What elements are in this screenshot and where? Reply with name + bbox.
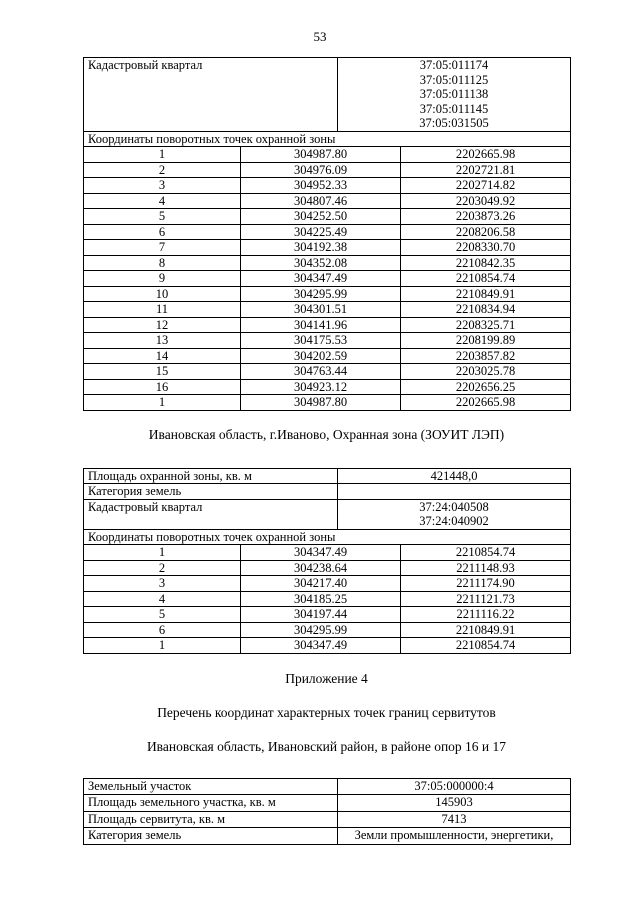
field-label: Земельный участок — [84, 778, 338, 795]
field-label: Площадь земельного участка, кв. м — [84, 795, 338, 812]
point-number: 5 — [84, 607, 241, 623]
point-number: 1 — [84, 545, 241, 561]
zone-area-value: 421448,0 — [338, 468, 571, 484]
point-number: 4 — [84, 193, 241, 209]
coord-x: 304185.25 — [241, 591, 401, 607]
coord-row — [84, 178, 571, 194]
table-row — [84, 58, 571, 132]
coord-row — [84, 240, 571, 256]
coord-y: 2210834.94 — [401, 302, 571, 318]
point-number: 8 — [84, 255, 241, 271]
coord-row — [84, 395, 571, 411]
coord-row — [84, 286, 571, 302]
point-number: 3 — [84, 576, 241, 592]
point-number: 6 — [84, 622, 241, 638]
cadastral-quarter-values — [338, 58, 571, 132]
page-number: 53 — [313, 29, 327, 44]
coord-row — [84, 364, 571, 380]
coord-y: 2203873.26 — [401, 209, 571, 225]
coord-row — [84, 147, 571, 163]
coord-y: 2210842.35 — [401, 255, 571, 271]
coord-x: 304347.49 — [241, 638, 401, 654]
point-number: 14 — [84, 348, 241, 364]
coord-row — [84, 333, 571, 349]
coord-y: 2208325.71 — [401, 317, 571, 333]
coord-row — [84, 193, 571, 209]
coord-y: 2202714.82 — [401, 178, 571, 194]
page-content — [83, 57, 570, 845]
coord-y: 2210854.74 — [401, 271, 571, 287]
coord-x: 304217.40 — [241, 576, 401, 592]
coord-x: 304238.64 — [241, 560, 401, 576]
point-number: 3 — [84, 178, 241, 194]
field-value: Земли промышленности, энергетики, — [338, 828, 571, 845]
point-number: 15 — [84, 364, 241, 380]
cadastral-quarter-value: 37:05:031505 — [419, 116, 489, 130]
coord-x: 304202.59 — [241, 348, 401, 364]
coords-rows-2 — [84, 545, 571, 654]
point-number: 5 — [84, 209, 241, 225]
coord-x: 304301.51 — [241, 302, 401, 318]
servitude-rows — [84, 778, 571, 844]
point-number: 6 — [84, 224, 241, 240]
coord-x: 304197.44 — [241, 607, 401, 623]
servitude-table — [83, 778, 571, 845]
coord-y: 2211148.93 — [401, 560, 571, 576]
cadastral-quarter-value: 37:05:011145 — [419, 101, 489, 116]
coord-x: 304175.53 — [241, 333, 401, 349]
table-row — [84, 778, 571, 795]
coord-x: 304352.08 — [241, 255, 401, 271]
zone-area-label: Площадь охранной зоны, кв. м — [84, 468, 338, 484]
coord-row — [84, 379, 571, 395]
table-row — [84, 499, 571, 529]
coords-rows-1 — [84, 147, 571, 411]
cadastral-quarter-label: Кадастровый квартал — [84, 58, 338, 132]
coord-row — [84, 576, 571, 592]
point-number: 7 — [84, 240, 241, 256]
cadastral-quarter-value: 37:05:011138 — [419, 87, 489, 101]
coord-row — [84, 560, 571, 576]
location-heading: Ивановская область, Ивановский район, в районе опор 16 и 17 — [146, 738, 507, 754]
field-label: Категория земель — [84, 828, 338, 845]
coord-row — [84, 638, 571, 654]
coord-y: 2203025.78 — [401, 364, 571, 380]
coord-row — [84, 162, 571, 178]
point-number: 16 — [84, 379, 241, 395]
point-number: 1 — [84, 395, 241, 411]
coord-x: 304141.96 — [241, 317, 401, 333]
coord-x: 304252.50 — [241, 209, 401, 225]
coord-y: 2211174.90 — [401, 576, 571, 592]
coord-y: 2202656.25 — [401, 379, 571, 395]
point-number: 9 — [84, 271, 241, 287]
point-number: 11 — [84, 302, 241, 318]
cadastral-quarter-label: Кадастровый квартал — [84, 499, 338, 529]
coord-x: 304295.99 — [241, 286, 401, 302]
coord-row — [84, 317, 571, 333]
servitude-list-heading: Перечень координат характерных точек границ сервитутов — [157, 704, 496, 720]
cadastral-quarter-value: 37:05:011125 — [419, 72, 489, 87]
table-row — [84, 484, 571, 500]
table-row — [84, 795, 571, 812]
coord-row — [84, 271, 571, 287]
coord-row — [84, 545, 571, 561]
coord-y: 2202665.98 — [401, 147, 571, 163]
point-number: 4 — [84, 591, 241, 607]
coord-y: 2208206.58 — [401, 224, 571, 240]
coord-y: 2211116.22 — [401, 607, 571, 623]
coord-y: 2210849.91 — [401, 286, 571, 302]
coord-x: 304923.12 — [241, 379, 401, 395]
field-value: 37:05:000000:4 — [338, 778, 571, 795]
coord-row — [84, 224, 571, 240]
point-number: 1 — [84, 638, 241, 654]
point-number: 2 — [84, 560, 241, 576]
point-number: 1 — [84, 147, 241, 163]
coord-row — [84, 255, 571, 271]
coord-y: 2202721.81 — [401, 162, 571, 178]
land-category-value — [338, 484, 571, 500]
point-number: 13 — [84, 333, 241, 349]
zone-title-heading: Ивановская область, г.Иваново, Охранная зона (ЗОУИТ ЛЭП) — [148, 426, 505, 442]
coord-x: 304763.44 — [241, 364, 401, 380]
coord-x: 304347.49 — [241, 545, 401, 561]
land-category-label: Категория земель — [84, 484, 338, 500]
coord-x: 304347.49 — [241, 271, 401, 287]
coord-row — [84, 209, 571, 225]
cadastral-quarter-value: 37:24:040508 — [419, 499, 489, 514]
table-row — [84, 811, 571, 828]
coord-x: 304987.80 — [241, 147, 401, 163]
coord-x: 304225.49 — [241, 224, 401, 240]
coord-y: 2208330.70 — [401, 240, 571, 256]
coords-section-header: Координаты поворотных точек охранной зоны — [84, 529, 571, 545]
coord-row — [84, 622, 571, 638]
table-row — [84, 828, 571, 845]
table-row — [84, 131, 571, 147]
field-value: 7413 — [338, 811, 571, 828]
coords-section-header: Координаты поворотных точек охранной зоны — [84, 131, 571, 147]
appendix-heading: Приложение 4 — [285, 670, 368, 686]
coord-row — [84, 348, 571, 364]
coord-y: 2203857.82 — [401, 348, 571, 364]
cadastral-quarter-value: 37:24:040902 — [419, 514, 489, 528]
table-row — [84, 529, 571, 545]
coord-x: 304987.80 — [241, 395, 401, 411]
point-number: 12 — [84, 317, 241, 333]
coord-y: 2210849.91 — [401, 622, 571, 638]
cadastral-quarter-values — [338, 499, 571, 529]
coord-y: 2210854.74 — [401, 638, 571, 654]
coord-x: 304192.38 — [241, 240, 401, 256]
coord-row — [84, 591, 571, 607]
coord-y: 2202665.98 — [401, 395, 571, 411]
coord-x: 304976.09 — [241, 162, 401, 178]
field-label: Площадь сервитута, кв. м — [84, 811, 338, 828]
field-value: 145903 — [338, 795, 571, 812]
protection-zone-table-1 — [83, 57, 571, 411]
coord-y: 2210854.74 — [401, 545, 571, 561]
point-number: 2 — [84, 162, 241, 178]
cadastral-quarter-value: 37:05:011174 — [419, 58, 489, 72]
coord-x: 304952.33 — [241, 178, 401, 194]
protection-zone-table-2 — [83, 468, 571, 654]
coord-row — [84, 607, 571, 623]
coord-x: 304295.99 — [241, 622, 401, 638]
point-number: 10 — [84, 286, 241, 302]
coord-y: 2211121.73 — [401, 591, 571, 607]
coord-y: 2208199.89 — [401, 333, 571, 349]
coord-x: 304807.46 — [241, 193, 401, 209]
coord-y: 2203049.92 — [401, 193, 571, 209]
coord-row — [84, 302, 571, 318]
table-row — [84, 468, 571, 484]
